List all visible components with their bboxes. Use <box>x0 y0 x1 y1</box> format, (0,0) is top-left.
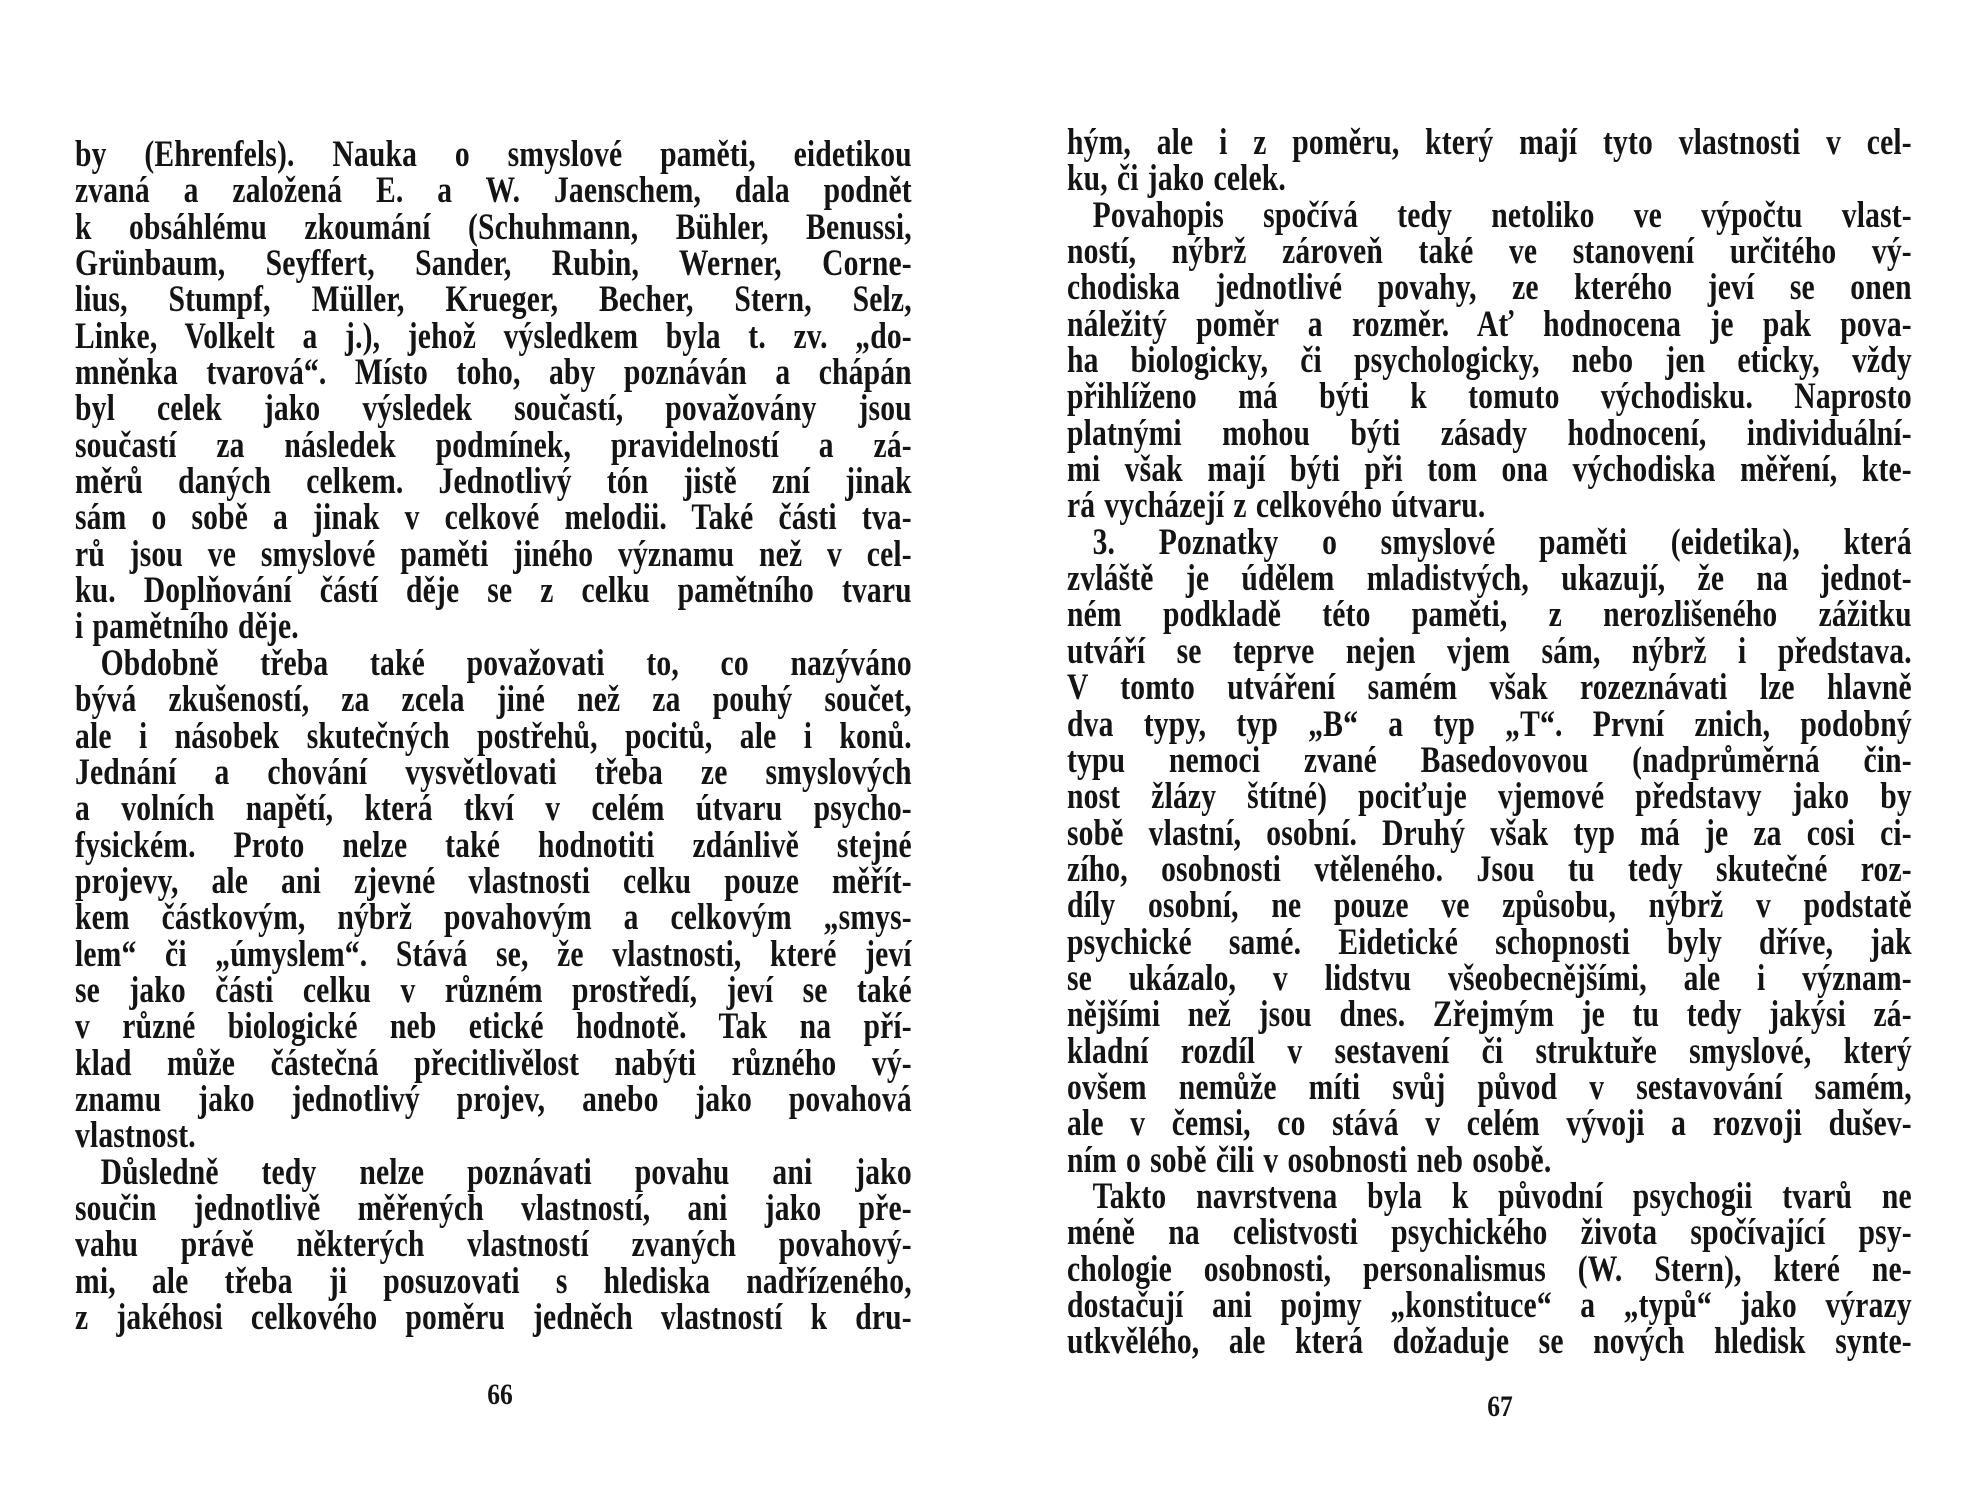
text-line: díly osobní, ne pouze ve způsobu, nýbrž v podstatě <box>1067 885 1912 927</box>
text-line: utkvělého, ale která dožaduje se nových hledisk synte- <box>1067 1321 1912 1363</box>
right-page-text-column <box>1067 122 1912 1363</box>
text-line: z jakéhosi celkového poměru jedněch vlastností k dru- <box>75 1297 912 1338</box>
text-line: a volních napětí, která tkví v celém útvaru psycho- <box>75 788 912 830</box>
text-line: ku, či jako celek. <box>1067 158 1286 200</box>
text-line: součastí za následek podmínek, pravidelností a zá- <box>75 424 912 466</box>
text-line: psychické samé. Eidetické schopnosti byly dříve, jak <box>1067 921 1912 963</box>
text-line: ha biologicky, či psychologicky, nebo jen eticky, vždy <box>1067 340 1912 382</box>
text-line: rá vycházejí z celkového útvaru. <box>1067 485 1486 527</box>
text-line: lius, Stumpf, Müller, Krueger, Becher, Stern, Selz, <box>75 279 912 321</box>
text-line: rů jsou ve smyslové paměti jiného významu než v cel- <box>75 533 912 575</box>
text-line: zvaná a založená E. a W. Jaenschem, dala podnět <box>75 170 912 212</box>
text-line: 3. Poznatky o smyslové paměti (eidetika), která <box>1092 521 1912 563</box>
text-line: nost žlázy štítné) pociťuje vjemové představy jako by <box>1067 776 1912 818</box>
text-line: Důsledně tedy nelze poznávati povahu ani jako <box>100 1151 912 1193</box>
text-line: sám o sobě a jinak v celkové melodii. Také části tva- <box>75 497 912 539</box>
text-line: lem“ či „úmyslem“. Stává se, že vlastnosti, které jeví <box>75 933 912 975</box>
text-line: ném podkladě této paměti, z nerozlišeného zážitku <box>1067 594 1912 636</box>
text-line: vahu právě některých vlastností zvaných povahový- <box>75 1224 912 1266</box>
text-line: náležitý poměr a rozměr. Ať hodnocena je pak pova- <box>1067 303 1912 345</box>
text-line: přihlíženo má býti k tomuto východisku. Naprosto <box>1067 376 1912 418</box>
text-line: utváří se teprve nejen vjem sám, nýbrž i představa. <box>1067 630 1912 672</box>
text-line: dva typy, typ „B“ a typ „T“. První znich, podobný <box>1067 703 1912 745</box>
text-line: ovšem nemůže míti svůj původ v sestavování samém, <box>1067 1066 1912 1108</box>
text-line: vlastnost. <box>75 1115 196 1157</box>
text-line: dostačují ani pojmy „konstituce“ a „typů“ jako výrazy <box>1067 1285 1912 1326</box>
text-line: v různé biologické neb etické hodnotě. Tak na pří- <box>75 1006 912 1048</box>
text-line: se jako části celku v různém prostředí, jeví se také <box>75 969 912 1011</box>
text-line: klad může částečná přecitlivělost nabýti různého vý- <box>75 1042 912 1084</box>
text-line: sobě vlastní, osobní. Druhý však typ má je za cosi ci- <box>1067 812 1912 854</box>
text-line: ale v čemsi, co stává v celém vývoji a rozvoji dušev- <box>1067 1103 1912 1145</box>
text-line: Linke, Volkelt a j.), jehož výsledkem byla t. zv. „do- <box>75 315 912 357</box>
text-line: kem částkovým, nýbrž povahovým a celkovým „smys- <box>75 897 912 939</box>
text-line: projevy, ale ani zjevné vlastnosti celku pouze měřít- <box>75 860 912 902</box>
text-line: ností, nýbrž zároveň také ve stanovení určitého vý- <box>1067 231 1912 273</box>
page-number-left: 66 <box>487 1378 513 1411</box>
text-line: kladní rozdíl v sestavení či struktuře smyslové, který <box>1067 1030 1912 1072</box>
text-line: i pamětního děje. <box>75 606 299 648</box>
text-line: byl celek jako výsledek součastí, považovány jsou <box>75 388 912 430</box>
text-line: k obsáhlému zkoumání (Schuhmann, Bühler, Benussi, <box>75 206 912 248</box>
text-line: zvláště je údělem mladistvých, ukazují, že na jednot- <box>1067 558 1912 600</box>
text-line: mi, ale třeba ji posuzovati s hlediska nadřízeného, <box>75 1260 912 1302</box>
text-line: chodiska jednotlivé povahy, ze kterého jeví se onen <box>1067 267 1912 309</box>
text-line: nějšími než jsou dnes. Zřejmým je tu tedy jakýsi zá- <box>1067 994 1912 1036</box>
text-line: platnými mohou býti zásady hodnocení, individuální- <box>1067 412 1912 454</box>
text-line: typu nemoci zvané Basedovovou (nadprůměrná čin- <box>1067 739 1912 781</box>
text-line: bývá zkušeností, za zcela jiné než za pouhý součet, <box>75 679 912 721</box>
text-line: by (Ehrenfels). Nauka o smyslové paměti, eidetikou <box>75 134 912 175</box>
text-line: měrů daných celkem. Jednotlivý tón jistě zní jinak <box>75 461 912 503</box>
text-line: Obdobně třeba také považovati to, co nazýváno <box>100 642 912 684</box>
page-number-right: 67 <box>1487 1390 1513 1423</box>
text-line: zího, osobnosti vtěleného. Jsou tu tedy skutečné roz- <box>1067 848 1912 890</box>
text-line: fysickém. Proto nelze také hodnotiti zdánlivě stejné <box>75 824 912 866</box>
text-line: chologie osobnosti, personalismus (W. Stern), které ne- <box>1067 1248 1912 1290</box>
right-page <box>993 0 1986 1500</box>
text-line: ale i násobek skutečných postřehů, pocitů, ale i konů. <box>75 715 912 757</box>
text-line: součin jednotlivě měřených vlastností, ani jako pře- <box>75 1187 912 1229</box>
text-line: méně na celistvosti psychického života spočívající psy- <box>1067 1212 1912 1254</box>
text-line: se ukázalo, v lidstvu všeobecnějšími, ale i význam- <box>1067 957 1912 999</box>
text-line: Grünbaum, Seyffert, Sander, Rubin, Werner, Corne- <box>75 243 912 285</box>
text-line: hým, ale i z poměru, který mají tyto vlastnosti v cel- <box>1067 122 1912 163</box>
left-page-text-column <box>75 134 912 1338</box>
text-line: V tomto utváření samém však rozeznávati lze hlavně <box>1067 667 1912 709</box>
text-line: znamu jako jednotlivý projev, anebo jako povahová <box>75 1078 912 1120</box>
text-line: ku. Doplňování částí děje se z celku pamětního tvaru <box>75 570 912 612</box>
text-line: Povahopis spočívá tedy netoliko ve výpočtu vlast- <box>1092 194 1912 236</box>
text-line: mněnka tvarová“. Místo toho, aby poznáván a chápán <box>75 352 912 394</box>
text-line: ním o sobě čili v osobnosti neb osobě. <box>1067 1139 1552 1181</box>
text-line: Takto navrstvena byla k původní psychogii tvarů ne <box>1092 1175 1912 1217</box>
text-line: Jednání a chování vysvětlovati třeba ze smyslových <box>75 751 912 793</box>
text-line: mi však mají býti při tom ona východiska měření, kte- <box>1067 449 1912 491</box>
